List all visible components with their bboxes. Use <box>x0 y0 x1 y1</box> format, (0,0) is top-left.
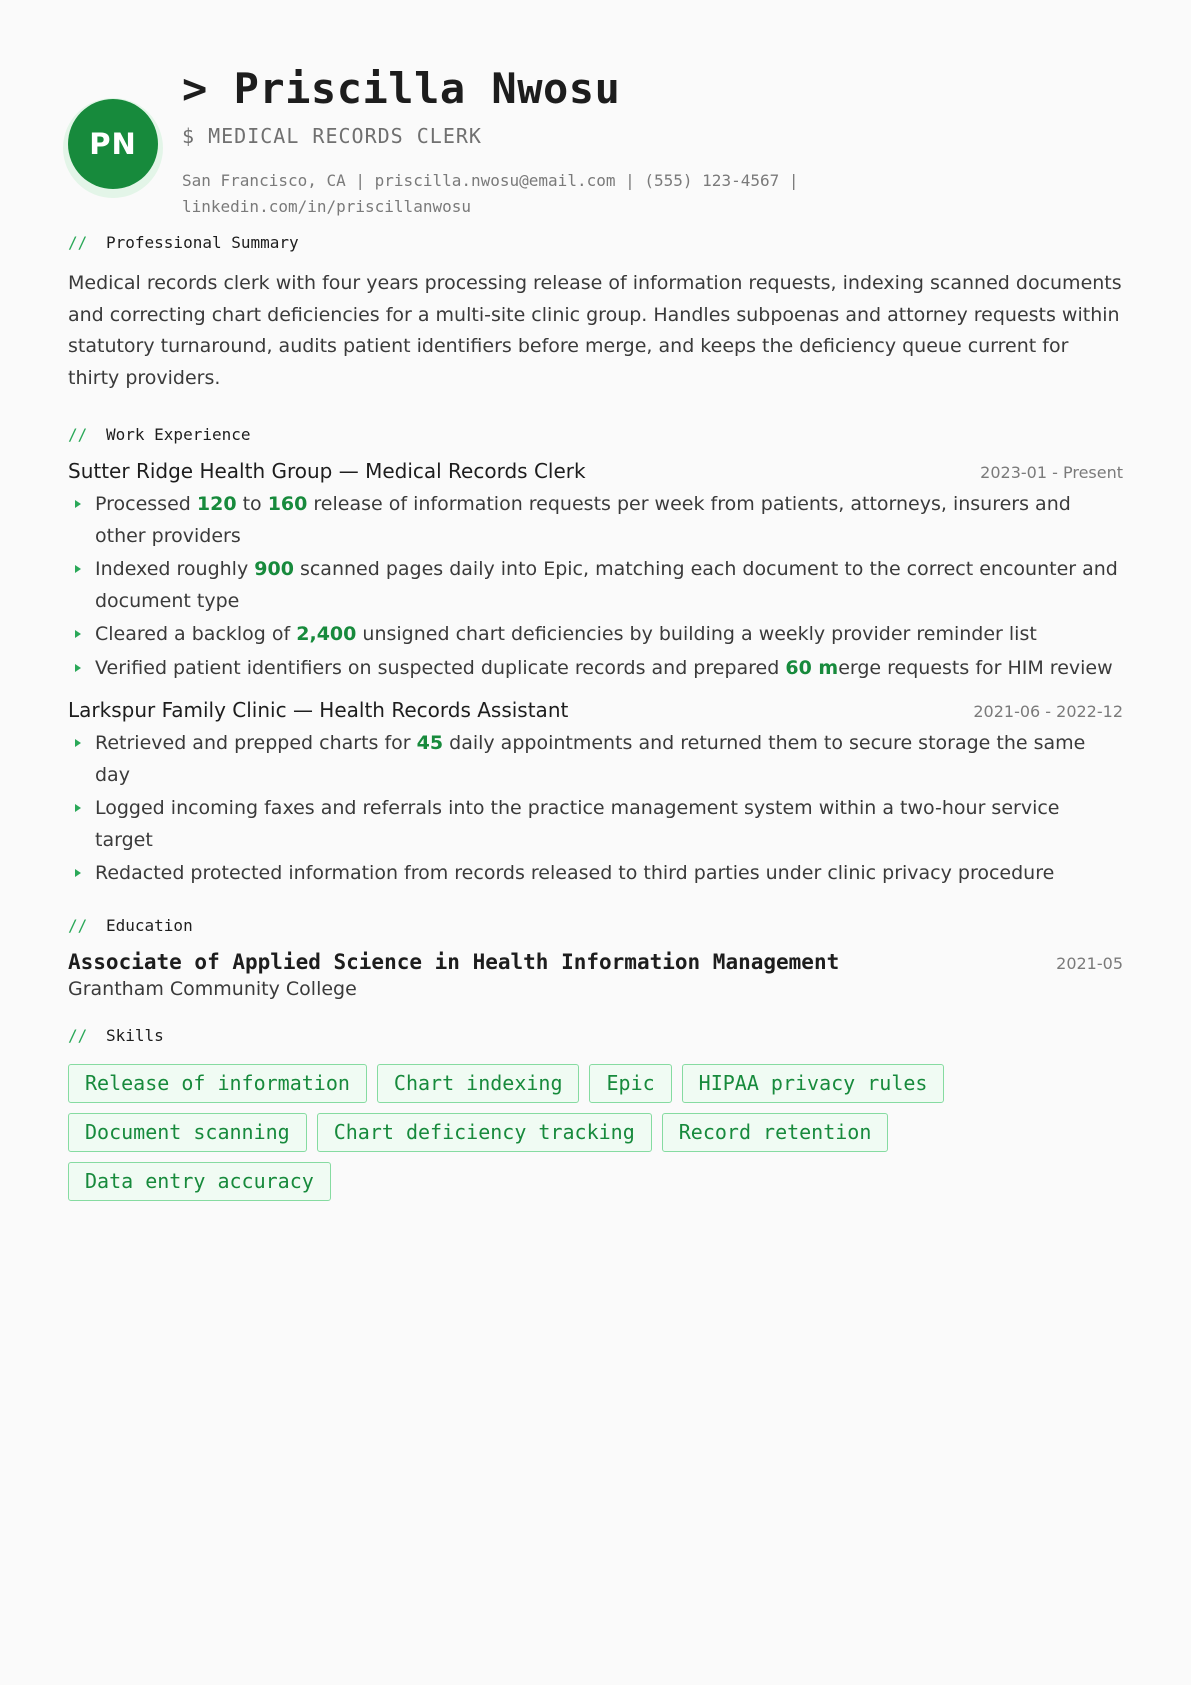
education-date: 2021-05 <box>1056 953 1123 973</box>
metric-value: 120 <box>196 493 237 515</box>
bullet-item <box>68 858 1123 890</box>
section-prefix: // <box>68 424 88 444</box>
skills-section <box>68 1026 1123 1211</box>
section-prefix: // <box>68 232 88 252</box>
section-prefix: // <box>68 1026 88 1045</box>
metric-value: 160 <box>267 493 308 515</box>
bullet-item <box>68 554 1123 617</box>
bullet-text: Retrieved and prepped charts for <box>95 732 417 754</box>
metric-value: 45 <box>416 732 444 754</box>
bullet-text: unsigned chart deficiencies by building a weekly provider reminder list <box>356 623 1037 645</box>
section-heading <box>68 232 1123 252</box>
job-entry <box>68 459 1123 684</box>
bullet-text: scanned pages daily into Epic, matching each document to the correct encounter and document type <box>95 558 1118 612</box>
job-header <box>68 698 1123 722</box>
skill-tag: Chart deficiency tracking <box>317 1113 652 1152</box>
education-entry <box>68 950 1123 974</box>
bullet-text: Logged incoming faxes and referrals into the practice management system within a two-hour service target <box>95 797 1060 851</box>
job-entry <box>68 698 1123 890</box>
skills-heading: Skills <box>106 1026 164 1045</box>
education-section <box>68 916 1123 1000</box>
experience-heading: Work Experience <box>106 424 251 444</box>
bullet-item <box>68 793 1123 856</box>
bullet-text: Processed <box>95 493 197 515</box>
bullet-item <box>68 653 1123 685</box>
summary-text: Medical records clerk with four years processing release of information requests, indexing scanned documents and correcting chart deficiencies for a multi-site clinic group. Handles subpoenas and attorney requests within statutory turnaround, audits patient identifiers before merge, and keeps the deficiency queue current for thirty providers. <box>68 272 1122 389</box>
section-heading <box>68 916 1123 936</box>
degree: Associate of Applied Science in Health Information Management <box>68 949 840 974</box>
skill-tag: Release of information <box>68 1064 367 1103</box>
resume-header <box>68 0 1123 232</box>
metric-value: 2,400 <box>296 623 357 645</box>
candidate-name: > Priscilla Nwosu <box>182 64 621 113</box>
skill-tag: Document scanning <box>68 1113 307 1152</box>
bullet-text: erge requests for HIM review <box>838 656 1113 679</box>
bullet-text: to <box>236 493 268 515</box>
summary-heading: Professional Summary <box>106 232 299 252</box>
skill-tag: Chart indexing <box>377 1064 580 1103</box>
bullet-text: release of information requests per week from patients, attorneys, insurers and other providers <box>95 493 1071 547</box>
summary-section <box>68 232 1123 394</box>
metric-value: 900 <box>254 558 294 580</box>
bullet-text: daily appointments and returned them to secure storage the same day <box>95 732 1086 786</box>
job-header <box>68 459 1123 483</box>
section-prefix: // <box>68 916 88 935</box>
job-bullets <box>68 489 1123 684</box>
skill-tag: Data entry accuracy <box>68 1162 331 1201</box>
job-dates: 2021-06 - 2022-12 <box>973 702 1123 721</box>
skills-list <box>68 1064 1068 1211</box>
bullet-text: Redacted protected information from records released to third parties under clinic privacy procedure <box>95 862 1055 884</box>
job-title: Sutter Ridge Health Group — Medical Records Clerk <box>68 459 586 483</box>
section-heading <box>68 1026 1123 1046</box>
experience-section <box>68 424 1123 890</box>
bullet-text: Cleared a backlog of <box>95 623 297 645</box>
skill-tag: HIPAA privacy rules <box>682 1064 945 1103</box>
job-title: Larkspur Family Clinic — Health Records Assistant <box>68 698 569 722</box>
job-dates: 2023-01 - Present <box>980 463 1123 482</box>
school-name: Grantham Community College <box>68 977 357 1000</box>
job-title: $ MEDICAL RECORDS CLERK <box>182 124 482 148</box>
skill-tag: Epic <box>589 1064 671 1103</box>
metric-value: 60 m <box>785 656 839 679</box>
skill-tag: Record retention <box>662 1113 889 1152</box>
bullet-item <box>68 489 1123 552</box>
bullet-text: Verified patient identifiers on suspected duplicate records and prepared <box>95 656 786 679</box>
section-heading <box>68 424 1123 444</box>
bullet-text: Indexed roughly <box>95 558 255 580</box>
job-list <box>68 459 1123 890</box>
job-bullets <box>68 728 1123 890</box>
bullet-item <box>68 728 1123 791</box>
bullet-item <box>68 619 1123 651</box>
education-heading: Education <box>106 916 193 935</box>
avatar: PN <box>68 99 158 189</box>
contact-line: San Francisco, CA | priscilla.nwosu@email.com | (555) 123-4567 | linkedin.com/in/priscillanwosu <box>182 171 799 216</box>
